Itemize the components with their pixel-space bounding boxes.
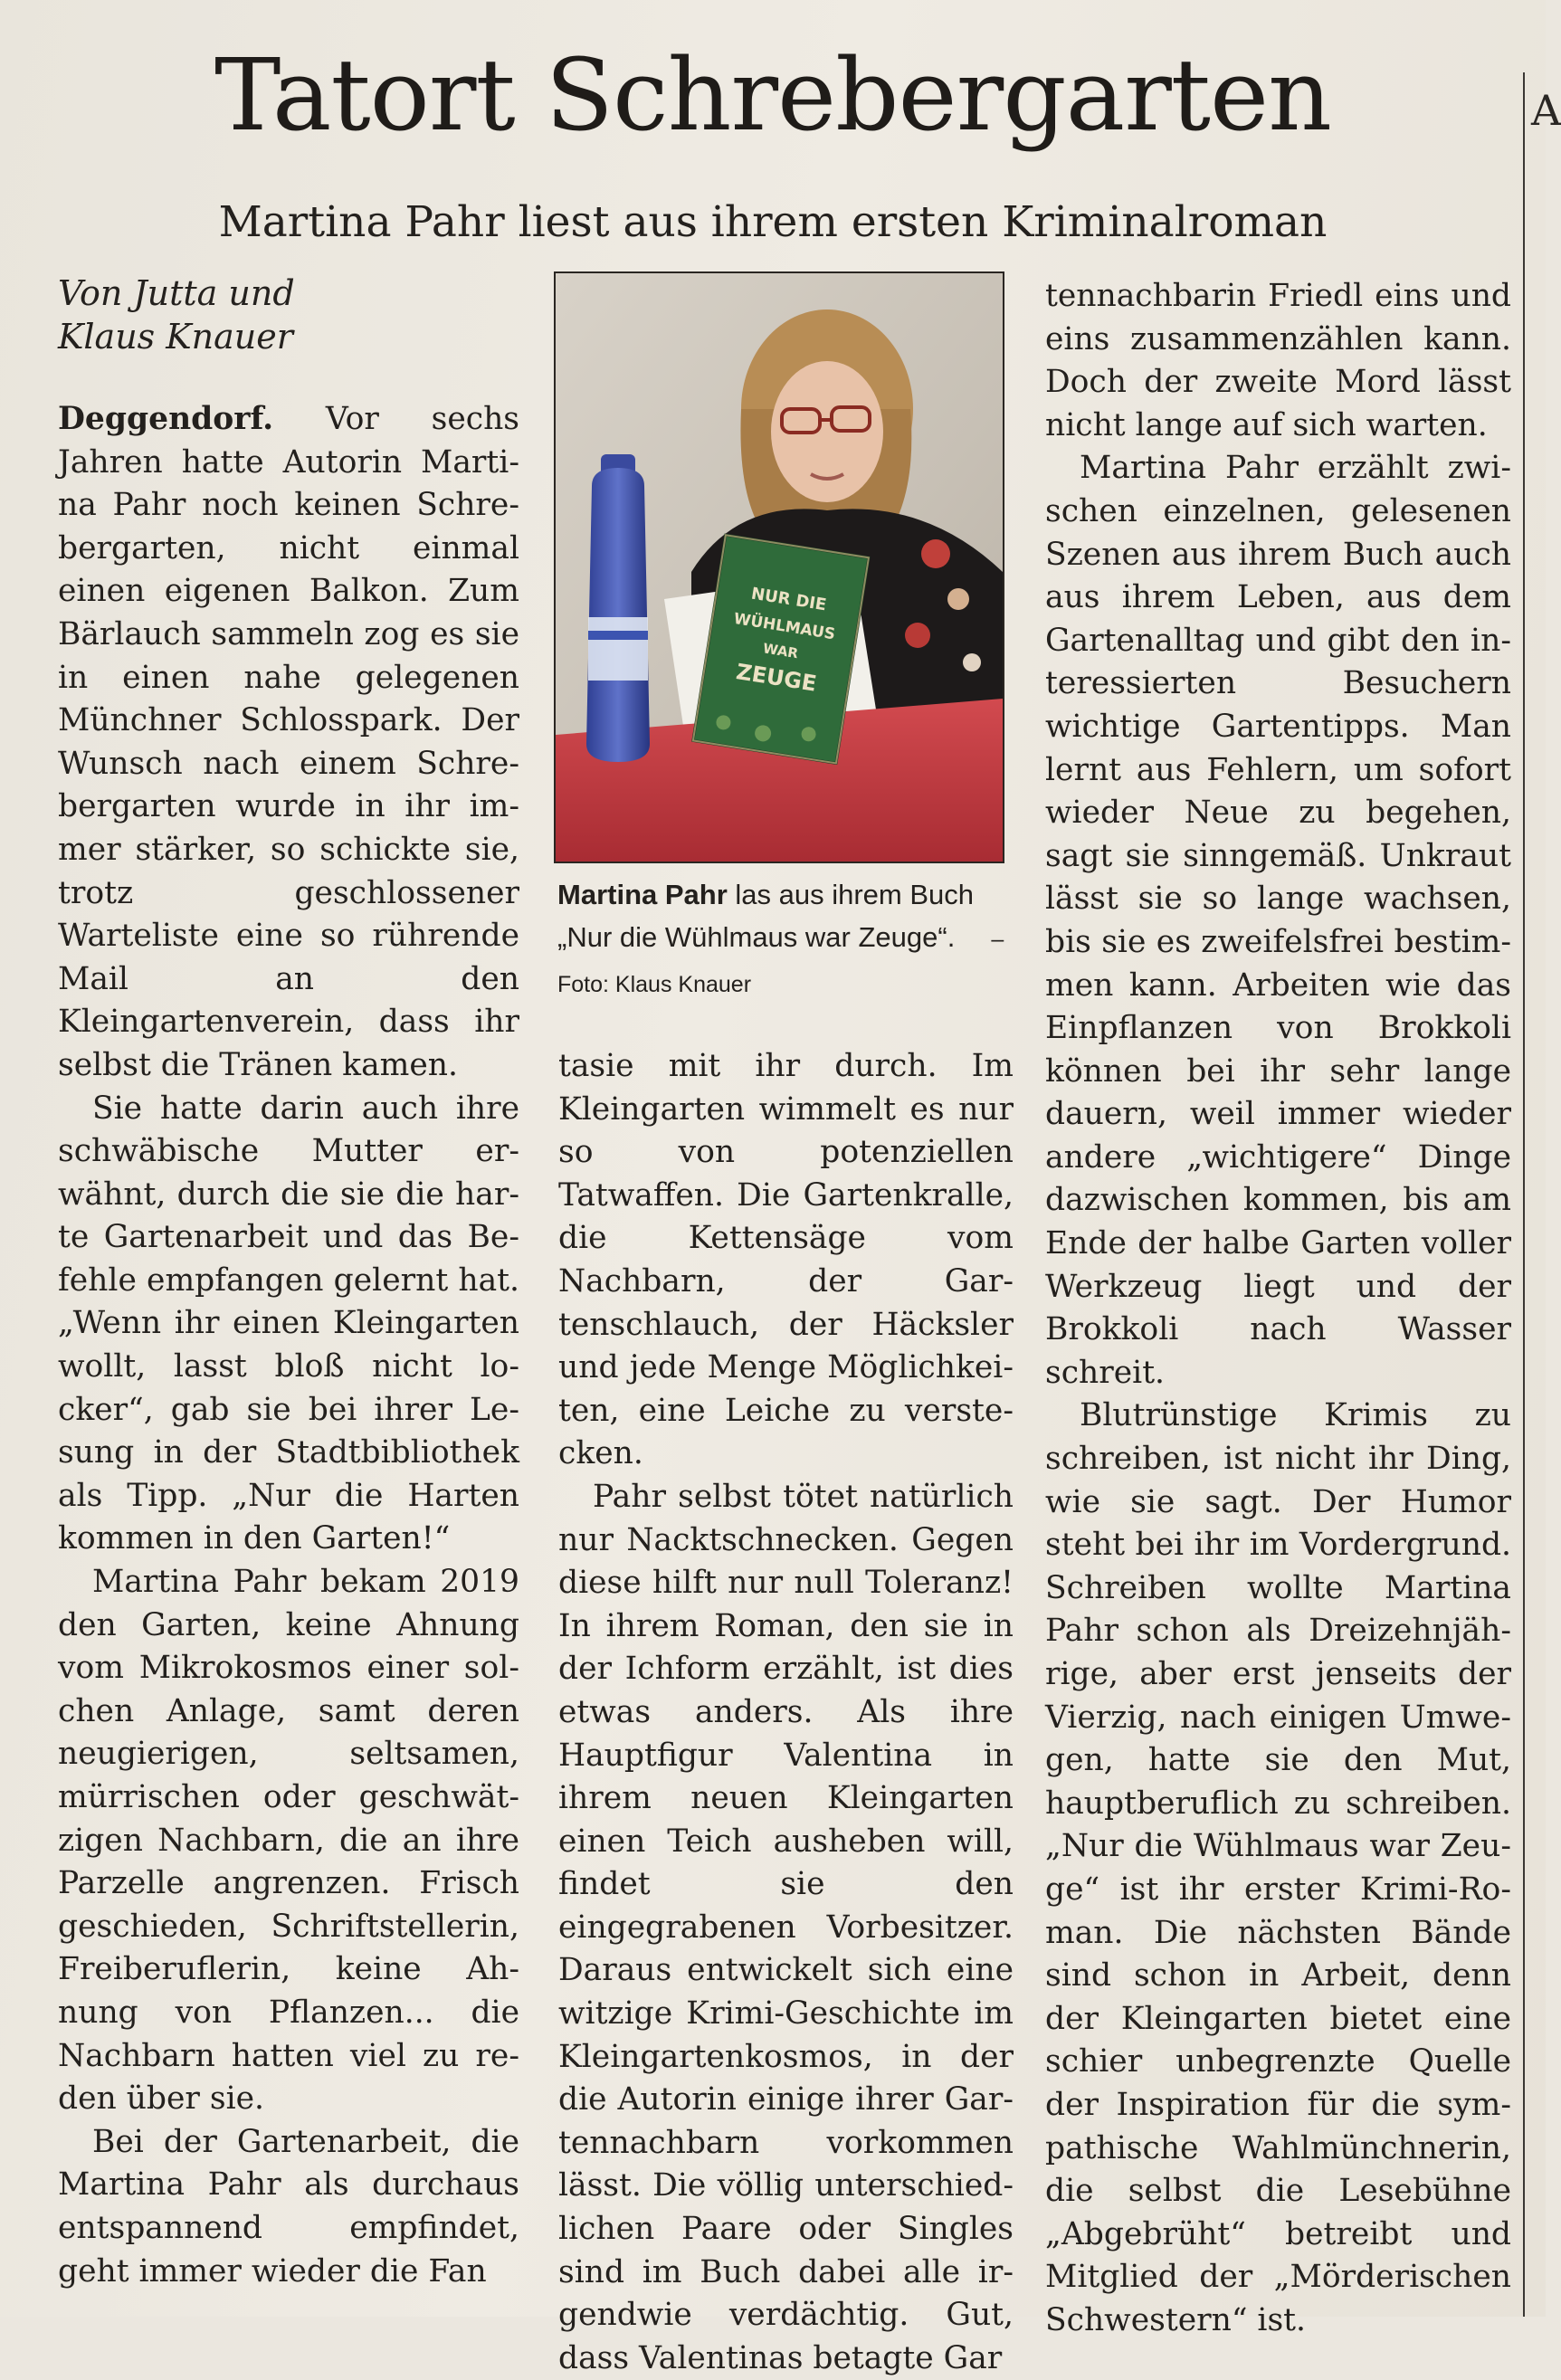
- column-rule: [1523, 72, 1525, 2317]
- paragraph: Blutrünstige Krimis zu schreiben, ist nicht ihr Ding, wie sie sagt. Der Humor steht bei ihr im Vordergrund. Schreiben wollte Martina Pahr schon als Dreizehnjährige, aber erst jenseits der Vierzig, nach einigen Umwegen, hatte sie den Mut, hauptberuflich zu schreiben. „Nur die Wühlmaus war Zeuge“ ist ihr erster Krimi-Roman. Die nächsten Bände sind schon in Arbeit, denn der Kleingarten bietet eine schier unbegrenzte Quelle der Inspiration für die sympathische Wahlmünchnerin, die selbst die Lesebühne „Abgebrüht“ betreibt und Mitglied der „Mörderischen Schwestern“ ist.: [1045, 1397, 1511, 2338]
- paragraph: Martina Pahr bekam 2019 den Garten, keine Ahnung vom Mikrokosmos einer solchen Anlage, samt deren neugierigen, seltsamen, mürrischen oder geschwätzigen Nachbarn, die an ihre Parzelle angrenzen. Frisch geschieden, Schriftstellerin, Freiberuflerin, keine Ahnung von Pflanzen... die Nachbarn hatten viel zu reden über sie.: [58, 1564, 519, 2118]
- book-title-4: ZEUGE: [734, 659, 819, 697]
- paragraph: tasie mit ihr durch. Im Kleingarten wimmelt es nur so von potenziellen Tatwaffen. Die Gartenkralle, die Kettensäge vom Nachbarn, der Gartenschlauch, der Häcksler und jede Menge Möglichkeiten, eine Leiche zu verstecken.: [558, 1048, 1014, 1472]
- paragraph: Martina Pahr erzählt zwischen einzelnen, gelesenen Szenen aus ihrem Buch auch aus ihrem Leben, aus dem Gartenalltag und gibt den interessierten Besuchern wichtige Gartentipps. Man lernt aus Fehlern, um sofort wieder Neue zu begehen, sagt sie sinngemäß. Unkraut lässt sie so lange wachsen, bis sie es zweifelsfrei bestimmen kann. Arbeiten wie das Einpflanzen von Brokkoli können bei ihr sehr lange dauern, weil immer wieder andere „wichtigere“ Dinge dazwischen kommen, bis am Ende der halbe Garten voller Werkzeug liegt und der Brokkoli nach Wasser schreit.: [1045, 450, 1511, 1391]
- article-column-3: [1045, 275, 1511, 2343]
- book-title-1: NUR DIE: [749, 584, 828, 615]
- article-column-2: [558, 1045, 1014, 2380]
- photo-credit: – Foto: Klaus Knauer: [557, 927, 1004, 997]
- book-cover: [693, 535, 869, 763]
- paragraph: tennachbarin Friedl eins und eins zusammenzählen kann. Doch der zweite Mord lässt nicht lange auf sich warten.: [1045, 278, 1511, 443]
- article-photo: [554, 271, 1004, 863]
- paragraph-text: Vor sechs Jahren hatte Autorin Martina Pahr noch keinen Schrebergarten, nicht einmal einen eigenen Balkon. Zum Bärlauch sammeln zog es sie in einen nahe gelegenen Münchner Schlosspark. Der Wunsch nach einem Schrebergarten wurde in ihr immer stärker, so schickte sie, trotz geschlossener Warteliste eine so rührende Mail an den Kleingartenverein, dass ihr selbst die Tränen kamen.: [58, 401, 519, 1083]
- paragraph: [58, 398, 519, 1088]
- photo-illustration: [556, 273, 1003, 862]
- paragraph: Pahr selbst tötet natürlich nur Nacktschnecken. Gegen diese hilft nur null Toleranz! In ihrem Roman, den sie in der Ichform erzählt, ist dies etwas anders. Als ihre Hauptfigur Valentina in ihrem neuen Kleingarten einen Teich ausheben will, findet sie den eingegrabenen Vorbesitzer. Daraus entwickelt sich eine witzige Krimi-Geschichte im Kleingartenkosmos, in der die Autorin einige ihrer Gartennachbarn vorkommen lässt. Die völlig unterschiedlichen Paare oder Singles sind im Buch dabei alle irgendwie verdächtig. Gut, dass Valentinas betagte Gar: [558, 1478, 1014, 2376]
- paragraph: Bei der Gartenarbeit, die Martina Pahr als durchaus entspannend empfindet, geht immer wieder die Fan: [58, 2123, 519, 2290]
- subheadline: Martina Pahr liest aus ihrem ersten Kriminalroman: [218, 197, 1328, 247]
- caption-text: las aus ihrem Buch „Nur die Wühlmaus war Zeuge“.: [557, 879, 975, 953]
- byline: [58, 271, 510, 358]
- cropped-neighbor-text: A: [1531, 86, 1561, 135]
- headline: Tatort Schrebergarten: [214, 37, 1331, 153]
- byline-line-1: Von Jutta und: [58, 273, 295, 313]
- dateline: Deggendorf.: [58, 401, 274, 437]
- caption-name: Martina Pahr: [557, 879, 728, 910]
- paragraph: Sie hatte darin auch ihre schwäbische Mutter erwähnt, durch die sie die harte Gartenarbeit und das Befehle empfangen gelernt hat. „Wenn ihr einen Kleingarten wollt, lasst bloß nicht locker“, gab sie bei ihrer Lesung in der Stadtbibliothek als Tipp. „Nur die Harten kommen in den Garten!“: [58, 1090, 519, 1557]
- byline-line-2: Klaus Knauer: [58, 317, 293, 357]
- book-title-3: WAR: [761, 640, 800, 662]
- photo-caption: [557, 873, 1010, 1006]
- article-column-1: [58, 398, 519, 2293]
- book-title-2: WÜHLMAUS: [732, 609, 837, 644]
